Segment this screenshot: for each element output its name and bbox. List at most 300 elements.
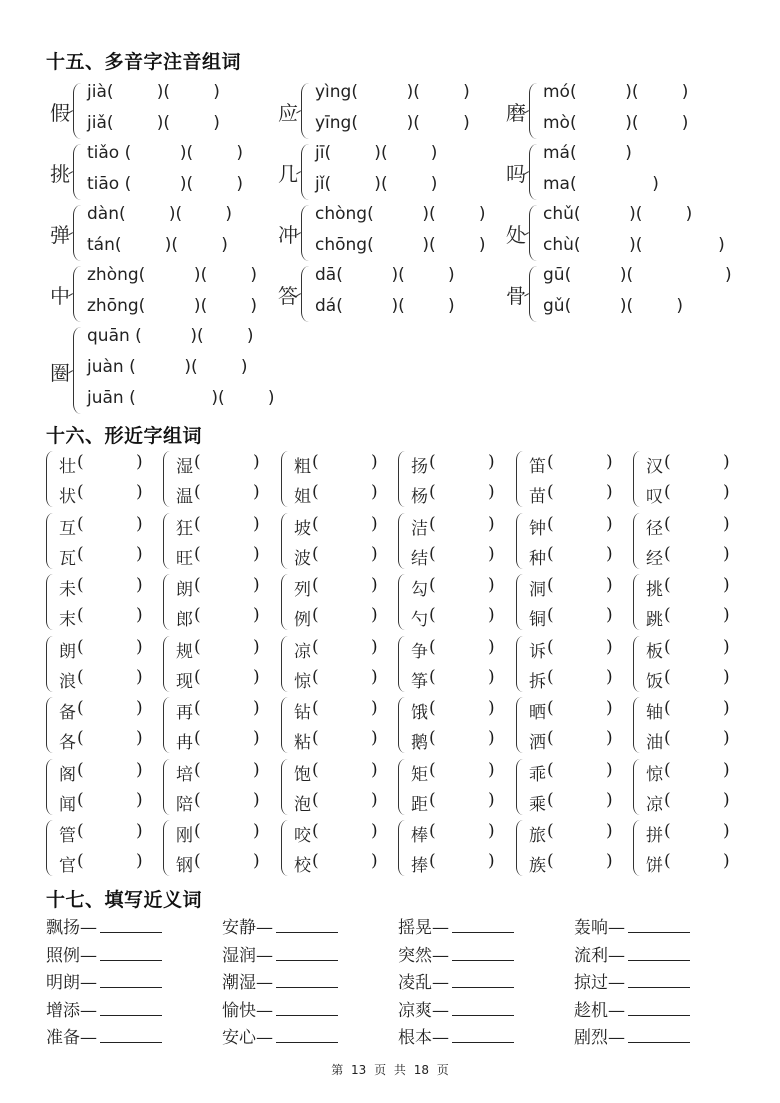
close-paren: ) bbox=[253, 482, 260, 502]
close-paren: ) bbox=[136, 452, 143, 472]
close-paren: ) bbox=[136, 513, 143, 534]
similar-char-pair bbox=[279, 511, 397, 573]
answer-blank[interactable]: ( bbox=[547, 605, 554, 625]
char-label: 冉 bbox=[176, 733, 193, 753]
answer-blank[interactable]: ( bbox=[664, 728, 671, 748]
similar-char-pair bbox=[161, 449, 279, 511]
polyphone-group bbox=[278, 80, 508, 142]
answer-blank[interactable]: ( bbox=[429, 605, 436, 625]
char-label: 状 bbox=[59, 487, 76, 507]
answer-blank[interactable]: ( bbox=[547, 575, 554, 595]
answer-blank[interactable]: ( bbox=[429, 636, 436, 657]
synonym-item bbox=[46, 1023, 162, 1048]
curly-brace-icon bbox=[398, 636, 406, 692]
synonym-word: 剧烈— bbox=[574, 1028, 625, 1048]
answer-underline[interactable] bbox=[628, 918, 690, 933]
answer-blank[interactable]: ( bbox=[429, 666, 436, 687]
answer-blank[interactable]: ( bbox=[312, 789, 319, 810]
close-paren: ) bbox=[253, 728, 260, 748]
close-paren: ) bbox=[371, 851, 378, 871]
pinyin-fill-line[interactable]: má( ) bbox=[543, 143, 632, 163]
answer-blank[interactable]: ( bbox=[312, 698, 319, 718]
answer-blank[interactable]: ( bbox=[77, 575, 84, 595]
close-paren: ) bbox=[371, 605, 378, 625]
pinyin-fill-line[interactable]: dā( )( ) bbox=[315, 265, 455, 285]
answer-blank[interactable]: ( bbox=[429, 759, 436, 780]
curly-brace-icon bbox=[46, 451, 54, 507]
synonym-word: 凌乱— bbox=[398, 973, 449, 993]
close-paren: ) bbox=[136, 666, 143, 687]
answer-underline[interactable] bbox=[100, 946, 162, 961]
answer-blank[interactable]: ( bbox=[77, 759, 84, 780]
char-label: 鹅 bbox=[411, 733, 428, 753]
close-paren: ) bbox=[371, 575, 378, 595]
curly-brace-icon bbox=[633, 451, 641, 507]
similar-char-pair bbox=[514, 572, 632, 634]
char-label: 刚 bbox=[176, 826, 193, 846]
synonym-item bbox=[574, 941, 690, 966]
close-paren: ) bbox=[606, 482, 613, 502]
curly-brace-icon bbox=[516, 451, 524, 507]
char-label: 互 bbox=[59, 518, 76, 539]
answer-blank[interactable]: ( bbox=[429, 482, 436, 502]
close-paren: ) bbox=[606, 636, 613, 657]
synonym-item bbox=[222, 968, 338, 993]
char-label: 饿 bbox=[411, 703, 428, 723]
char-label: 经 bbox=[646, 548, 663, 569]
answer-underline[interactable] bbox=[452, 946, 514, 961]
char-label: 饱 bbox=[294, 764, 311, 785]
answer-underline[interactable] bbox=[628, 973, 690, 988]
polyphone-group bbox=[506, 80, 736, 142]
answer-blank[interactable]: ( bbox=[77, 605, 84, 625]
answer-blank[interactable]: ( bbox=[194, 759, 201, 780]
pinyin-fill-line[interactable]: yīng( )( ) bbox=[315, 113, 470, 133]
answer-blank[interactable]: ( bbox=[194, 605, 201, 625]
answer-blank[interactable]: ( bbox=[194, 821, 201, 841]
answer-blank[interactable]: ( bbox=[664, 452, 671, 472]
answer-underline[interactable] bbox=[452, 1001, 514, 1016]
pinyin-fill-line[interactable]: juàn ( )( ) bbox=[87, 357, 248, 377]
answer-blank[interactable]: ( bbox=[312, 821, 319, 841]
answer-blank[interactable]: ( bbox=[77, 543, 84, 564]
answer-underline[interactable] bbox=[100, 1028, 162, 1043]
similar-char-pair bbox=[161, 695, 279, 757]
answer-blank[interactable]: ( bbox=[547, 452, 554, 472]
answer-underline[interactable] bbox=[628, 946, 690, 961]
answer-blank[interactable]: ( bbox=[547, 759, 554, 780]
synonym-item bbox=[398, 996, 514, 1021]
close-paren: ) bbox=[723, 851, 730, 871]
close-paren: ) bbox=[253, 575, 260, 595]
synonym-item bbox=[574, 913, 690, 938]
answer-blank[interactable]: ( bbox=[547, 666, 554, 687]
close-paren: ) bbox=[371, 789, 378, 810]
close-paren: ) bbox=[606, 728, 613, 748]
polyphone-group bbox=[506, 202, 736, 264]
answer-blank[interactable]: ( bbox=[312, 452, 319, 472]
answer-blank[interactable]: ( bbox=[194, 728, 201, 748]
answer-underline[interactable] bbox=[276, 1028, 338, 1043]
close-paren: ) bbox=[488, 575, 495, 595]
close-paren: ) bbox=[136, 789, 143, 810]
char-label: 姐 bbox=[294, 487, 311, 507]
answer-blank[interactable]: ( bbox=[194, 575, 201, 595]
synonym-item bbox=[46, 968, 162, 993]
answer-blank[interactable]: ( bbox=[194, 666, 201, 687]
close-paren: ) bbox=[136, 851, 143, 871]
polyphone-group bbox=[50, 141, 280, 203]
answer-blank[interactable]: ( bbox=[77, 728, 84, 748]
similar-char-pair bbox=[514, 634, 632, 696]
close-paren: ) bbox=[253, 698, 260, 718]
similar-char-pair bbox=[161, 757, 279, 819]
pinyin-fill-line[interactable]: mò( )( ) bbox=[543, 113, 689, 133]
answer-blank[interactable]: ( bbox=[664, 759, 671, 780]
answer-blank[interactable]: ( bbox=[547, 728, 554, 748]
curly-brace-icon bbox=[281, 451, 289, 507]
answer-blank[interactable]: ( bbox=[547, 513, 554, 534]
answer-underline[interactable] bbox=[628, 1001, 690, 1016]
char-label: 现 bbox=[176, 671, 193, 692]
answer-blank[interactable]: ( bbox=[429, 789, 436, 810]
curly-brace-icon bbox=[281, 697, 289, 753]
answer-blank[interactable]: ( bbox=[664, 636, 671, 657]
answer-blank[interactable]: ( bbox=[194, 543, 201, 564]
curly-brace-icon bbox=[163, 759, 171, 815]
synonym-item bbox=[222, 1023, 338, 1048]
answer-blank[interactable]: ( bbox=[312, 482, 319, 502]
close-paren: ) bbox=[253, 513, 260, 534]
curly-brace-icon bbox=[516, 697, 524, 753]
char-label: 管 bbox=[59, 826, 76, 846]
curly-brace-icon bbox=[516, 513, 524, 569]
answer-blank[interactable]: ( bbox=[77, 698, 84, 718]
answer-blank[interactable]: ( bbox=[429, 728, 436, 748]
similar-char-pair bbox=[514, 818, 632, 880]
close-paren: ) bbox=[488, 666, 495, 687]
answer-blank[interactable]: ( bbox=[77, 789, 84, 810]
synonym-item bbox=[574, 1023, 690, 1048]
similar-char-pair bbox=[396, 572, 514, 634]
answer-blank[interactable]: ( bbox=[312, 851, 319, 871]
pinyin-fill-line[interactable]: zhòng( )( ) bbox=[87, 265, 258, 285]
curly-brace-icon bbox=[281, 820, 289, 876]
answer-blank[interactable]: ( bbox=[429, 821, 436, 841]
char-label: 壮 bbox=[59, 457, 76, 477]
close-paren: ) bbox=[371, 698, 378, 718]
char-label: 晒 bbox=[529, 703, 546, 723]
answer-blank[interactable]: ( bbox=[547, 698, 554, 718]
similar-char-pair bbox=[631, 511, 749, 573]
curly-brace-icon bbox=[73, 327, 82, 414]
char-label: 凉 bbox=[294, 641, 311, 662]
close-paren: ) bbox=[136, 543, 143, 564]
answer-underline[interactable] bbox=[100, 918, 162, 933]
close-paren: ) bbox=[253, 759, 260, 780]
answer-blank[interactable]: ( bbox=[194, 851, 201, 871]
answer-blank[interactable]: ( bbox=[429, 698, 436, 718]
char-label: 汉 bbox=[646, 457, 663, 477]
answer-underline[interactable] bbox=[100, 973, 162, 988]
char-label: 拆 bbox=[529, 671, 546, 692]
pinyin-fill-line[interactable]: quān ( )( ) bbox=[87, 326, 254, 346]
close-paren: ) bbox=[488, 605, 495, 625]
curly-brace-icon bbox=[301, 83, 310, 139]
answer-blank[interactable]: ( bbox=[312, 513, 319, 534]
pinyin-fill-line[interactable]: jiǎ( )( ) bbox=[87, 113, 220, 133]
curly-brace-icon bbox=[633, 820, 641, 876]
answer-blank[interactable]: ( bbox=[547, 821, 554, 841]
answer-blank[interactable]: ( bbox=[547, 543, 554, 564]
char-label: 油 bbox=[646, 733, 663, 753]
synonym-word: 愉快— bbox=[222, 1000, 273, 1021]
char-label: 洞 bbox=[529, 580, 546, 600]
pinyin-fill-line[interactable]: chōng( )( ) bbox=[315, 235, 486, 255]
answer-underline[interactable] bbox=[452, 918, 514, 933]
char-label: 凉 bbox=[646, 794, 663, 815]
char-label: 棒 bbox=[411, 826, 428, 846]
char-label: 径 bbox=[646, 518, 663, 539]
close-paren: ) bbox=[723, 575, 730, 595]
close-paren: ) bbox=[136, 575, 143, 595]
answer-blank[interactable]: ( bbox=[194, 636, 201, 657]
answer-blank[interactable]: ( bbox=[664, 482, 671, 502]
pinyin-fill-line[interactable]: jià( )( ) bbox=[87, 82, 220, 102]
answer-blank[interactable]: ( bbox=[664, 605, 671, 625]
pinyin-fill-line[interactable]: gǔ( )( ) bbox=[543, 296, 683, 316]
answer-blank[interactable]: ( bbox=[664, 789, 671, 810]
char-label: 粗 bbox=[294, 457, 311, 477]
char-label: 诉 bbox=[529, 641, 546, 662]
answer-blank[interactable]: ( bbox=[194, 452, 201, 472]
pinyin-fill-line[interactable]: yìng( )( ) bbox=[315, 82, 470, 102]
answer-blank[interactable]: ( bbox=[664, 543, 671, 564]
answer-underline[interactable] bbox=[276, 918, 338, 933]
close-paren: ) bbox=[136, 482, 143, 502]
char-label: 勾 bbox=[411, 580, 428, 600]
answer-blank[interactable]: ( bbox=[664, 821, 671, 841]
pinyin-fill-line[interactable]: mó( )( ) bbox=[543, 82, 689, 102]
polyphone-group bbox=[50, 202, 280, 264]
curly-brace-icon bbox=[163, 697, 171, 753]
answer-underline[interactable] bbox=[276, 946, 338, 961]
answer-blank[interactable]: ( bbox=[194, 513, 201, 534]
answer-blank[interactable]: ( bbox=[312, 575, 319, 595]
pinyin-fill-line[interactable]: dàn( )( ) bbox=[87, 204, 232, 224]
answer-underline[interactable] bbox=[100, 1001, 162, 1016]
answer-blank[interactable]: ( bbox=[312, 605, 319, 625]
char-label: 乘 bbox=[529, 794, 546, 815]
similar-char-pair bbox=[279, 634, 397, 696]
answer-blank[interactable]: ( bbox=[312, 543, 319, 564]
curly-brace-icon bbox=[398, 820, 406, 876]
answer-blank[interactable]: ( bbox=[547, 789, 554, 810]
char-label: 乖 bbox=[529, 764, 546, 785]
answer-blank[interactable]: ( bbox=[194, 789, 201, 810]
curly-brace-icon bbox=[516, 759, 524, 815]
answer-blank[interactable]: ( bbox=[77, 851, 84, 871]
answer-blank[interactable]: ( bbox=[77, 452, 84, 472]
answer-blank[interactable]: ( bbox=[547, 636, 554, 657]
answer-blank[interactable]: ( bbox=[547, 851, 554, 871]
similar-char-pair bbox=[631, 449, 749, 511]
similar-char-pair bbox=[396, 449, 514, 511]
close-paren: ) bbox=[371, 821, 378, 841]
answer-blank[interactable]: ( bbox=[429, 452, 436, 472]
answer-blank[interactable]: ( bbox=[77, 482, 84, 502]
similar-char-pair bbox=[514, 757, 632, 819]
char-label: 泡 bbox=[294, 794, 311, 815]
close-paren: ) bbox=[723, 821, 730, 841]
char-label: 坡 bbox=[294, 518, 311, 539]
answer-blank[interactable]: ( bbox=[664, 666, 671, 687]
pinyin-fill-line[interactable]: dá( )( ) bbox=[315, 296, 455, 316]
pinyin-fill-line[interactable]: ma( ) bbox=[543, 174, 659, 194]
char-label: 族 bbox=[529, 856, 546, 876]
polyphone-group bbox=[50, 263, 280, 325]
answer-blank[interactable]: ( bbox=[429, 543, 436, 564]
close-paren: ) bbox=[488, 452, 495, 472]
synonym-word: 湿润— bbox=[222, 945, 273, 966]
pinyin-fill-line[interactable]: gū( )( ) bbox=[543, 265, 732, 285]
synonym-word: 明朗— bbox=[46, 973, 97, 993]
curly-brace-icon bbox=[46, 759, 54, 815]
close-paren: ) bbox=[606, 698, 613, 718]
polyphone-char: 弹 bbox=[50, 223, 70, 247]
answer-blank[interactable]: ( bbox=[664, 513, 671, 534]
section-17-title: 十七、填写近义词 bbox=[46, 889, 203, 911]
curly-brace-icon bbox=[633, 759, 641, 815]
close-paren: ) bbox=[253, 543, 260, 564]
synonym-word: 安心— bbox=[222, 1028, 273, 1048]
answer-blank[interactable]: ( bbox=[664, 698, 671, 718]
close-paren: ) bbox=[606, 759, 613, 780]
synonym-item bbox=[222, 941, 338, 966]
answer-blank[interactable]: ( bbox=[312, 759, 319, 780]
curly-brace-icon bbox=[301, 144, 310, 200]
answer-blank[interactable]: ( bbox=[312, 636, 319, 657]
curly-brace-icon bbox=[281, 759, 289, 815]
polyphone-group bbox=[278, 141, 508, 203]
close-paren: ) bbox=[723, 759, 730, 780]
synonym-word: 摇晃— bbox=[398, 918, 449, 938]
pinyin-fill-line[interactable]: jǐ( )( ) bbox=[315, 174, 438, 194]
pinyin-fill-line[interactable]: tán( )( ) bbox=[87, 235, 228, 255]
answer-underline[interactable] bbox=[452, 1028, 514, 1043]
close-paren: ) bbox=[136, 636, 143, 657]
answer-blank[interactable]: ( bbox=[429, 575, 436, 595]
answer-underline[interactable] bbox=[452, 973, 514, 988]
close-paren: ) bbox=[723, 513, 730, 534]
pinyin-fill-line[interactable]: juān ( )( ) bbox=[87, 388, 275, 408]
answer-blank[interactable]: ( bbox=[77, 513, 84, 534]
answer-blank[interactable]: ( bbox=[194, 482, 201, 502]
char-label: 筝 bbox=[411, 671, 428, 692]
close-paren: ) bbox=[606, 452, 613, 472]
curly-brace-icon bbox=[529, 205, 538, 261]
char-label: 规 bbox=[176, 641, 193, 662]
polyphone-char: 骨 bbox=[506, 284, 526, 308]
answer-underline[interactable] bbox=[628, 1028, 690, 1043]
synonym-item bbox=[222, 913, 338, 938]
answer-blank[interactable]: ( bbox=[664, 851, 671, 871]
similar-char-pair bbox=[279, 449, 397, 511]
char-label: 杨 bbox=[411, 487, 428, 507]
close-paren: ) bbox=[253, 636, 260, 657]
char-label: 惊 bbox=[294, 671, 311, 692]
similar-char-pair bbox=[396, 757, 514, 819]
pinyin-fill-line[interactable]: tiǎo ( )( ) bbox=[87, 143, 244, 163]
polyphone-char: 假 bbox=[50, 101, 70, 125]
similar-char-pair bbox=[514, 449, 632, 511]
close-paren: ) bbox=[488, 728, 495, 748]
answer-blank[interactable]: ( bbox=[77, 666, 84, 687]
close-paren: ) bbox=[488, 636, 495, 657]
synonym-item bbox=[574, 968, 690, 993]
curly-brace-icon bbox=[301, 266, 310, 322]
char-label: 郎 bbox=[176, 610, 193, 630]
char-label: 种 bbox=[529, 548, 546, 569]
curly-brace-icon bbox=[73, 205, 82, 261]
pinyin-fill-line[interactable]: zhōng( )( ) bbox=[87, 296, 258, 316]
curly-brace-icon bbox=[633, 636, 641, 692]
pinyin-fill-line[interactable]: jī( )( ) bbox=[315, 143, 438, 163]
pinyin-fill-line[interactable]: chǔ( )( ) bbox=[543, 204, 693, 224]
close-paren: ) bbox=[606, 543, 613, 564]
char-label: 钻 bbox=[294, 703, 311, 723]
polyphone-group bbox=[50, 80, 280, 142]
answer-blank[interactable]: ( bbox=[194, 698, 201, 718]
close-paren: ) bbox=[371, 513, 378, 534]
answer-underline[interactable] bbox=[276, 973, 338, 988]
curly-brace-icon bbox=[73, 83, 82, 139]
close-paren: ) bbox=[606, 575, 613, 595]
polyphone-char: 吗 bbox=[506, 162, 526, 186]
answer-underline[interactable] bbox=[276, 1001, 338, 1016]
synonym-word: 增添— bbox=[46, 1000, 97, 1021]
answer-blank[interactable]: ( bbox=[312, 728, 319, 748]
char-label: 陪 bbox=[176, 794, 193, 815]
curly-brace-icon bbox=[529, 144, 538, 200]
synonym-word: 流利— bbox=[574, 945, 625, 966]
synonym-word: 趁机— bbox=[574, 1000, 625, 1021]
answer-blank[interactable]: ( bbox=[77, 636, 84, 657]
close-paren: ) bbox=[488, 543, 495, 564]
answer-blank[interactable]: ( bbox=[312, 666, 319, 687]
curly-brace-icon bbox=[398, 697, 406, 753]
char-label: 挑 bbox=[646, 580, 663, 600]
close-paren: ) bbox=[488, 513, 495, 534]
curly-brace-icon bbox=[163, 451, 171, 507]
close-paren: ) bbox=[723, 605, 730, 625]
char-label: 距 bbox=[411, 794, 428, 815]
similar-char-pair bbox=[631, 757, 749, 819]
pinyin-fill-line[interactable]: chòng( )( ) bbox=[315, 204, 486, 224]
char-label: 笛 bbox=[529, 457, 546, 477]
answer-blank[interactable]: ( bbox=[664, 575, 671, 595]
answer-blank[interactable]: ( bbox=[547, 482, 554, 502]
char-label: 扬 bbox=[411, 457, 428, 477]
answer-blank[interactable]: ( bbox=[429, 851, 436, 871]
answer-blank[interactable]: ( bbox=[77, 821, 84, 841]
curly-brace-icon bbox=[633, 697, 641, 753]
char-label: 勺 bbox=[411, 610, 428, 630]
answer-blank[interactable]: ( bbox=[429, 513, 436, 534]
close-paren: ) bbox=[606, 666, 613, 687]
pinyin-fill-line[interactable]: chù( )( ) bbox=[543, 235, 725, 255]
pinyin-fill-line[interactable]: tiāo ( )( ) bbox=[87, 174, 244, 194]
